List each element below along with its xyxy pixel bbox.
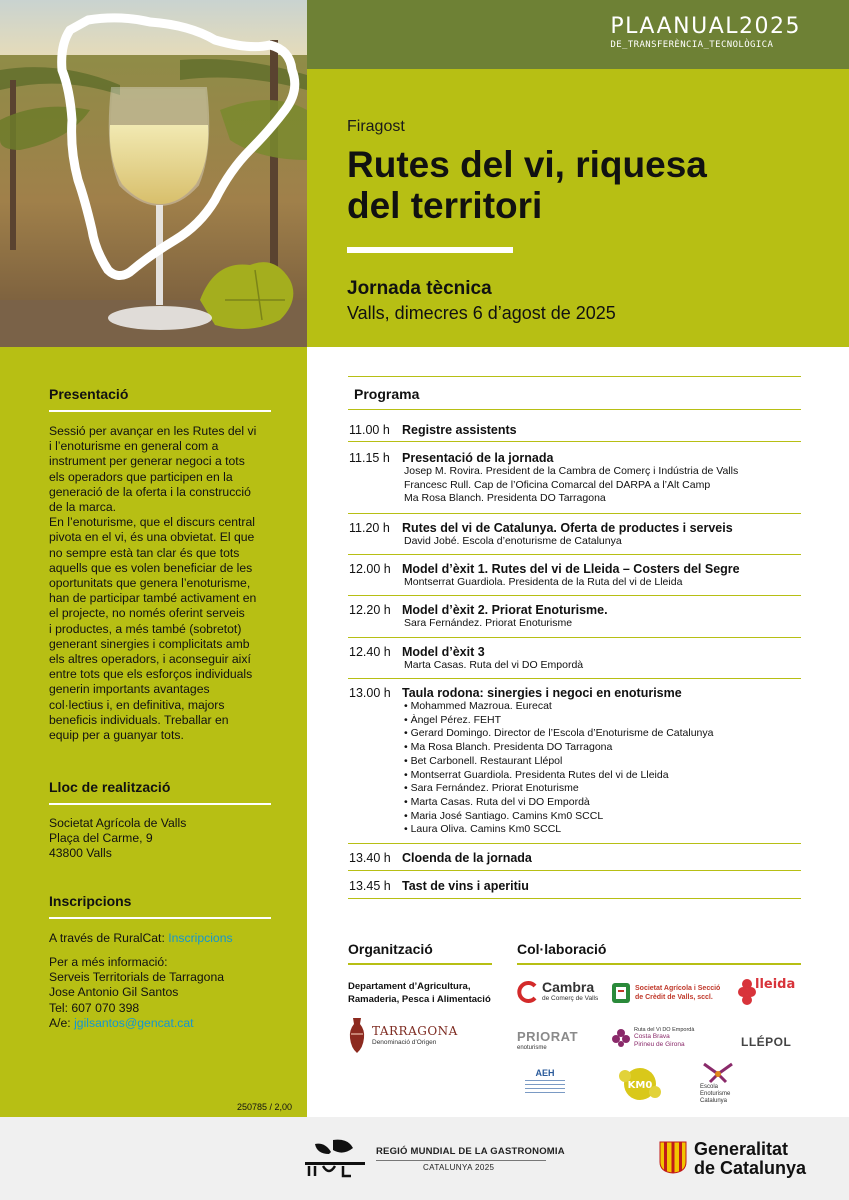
- generalitat-flag-icon: [658, 1140, 688, 1174]
- programa-time: 12.00 h: [349, 562, 391, 576]
- llepol-logo-text: LLÉPOL: [741, 1035, 792, 1049]
- event-place-date: Valls, dimecres 6 d’agost de 2025: [347, 303, 616, 323]
- programa-detail: David Jobé. Escola d’enoturisme de Catalunya: [404, 535, 622, 547]
- programa-detail: • Àngel Pérez. FEHT: [404, 713, 502, 726]
- presentacio-line: pivota en el vi, és una obvietat. El que: [49, 530, 255, 545]
- programa-divider: [348, 678, 801, 679]
- km0-logo-text: KM0: [627, 1080, 653, 1091]
- presentacio-line: col·lectius i, en definitiva, majors: [49, 697, 225, 712]
- dept-line-2: Ramaderia, Pesca i Alimentació: [348, 994, 491, 1005]
- title-divider: [347, 247, 513, 253]
- programa-time: 11.15 h: [349, 451, 390, 465]
- programa-divider: [348, 637, 801, 638]
- plan-title: PLAANUAL2025: [610, 14, 801, 39]
- programa-divider: [348, 513, 801, 514]
- gastronomy-leaf-icon: [303, 1138, 369, 1178]
- societat-logo-icon: [611, 982, 631, 1004]
- programa-top-divider: [348, 376, 801, 377]
- top-band: [307, 0, 849, 69]
- camins-km0-logo: [615, 1064, 665, 1104]
- programa-detail: • Ma Rosa Blanch. Presidenta DO Tarragona: [404, 741, 613, 754]
- escola-logo-icon: [700, 1060, 736, 1084]
- programa-divider: [348, 898, 801, 899]
- presentacio-text: [49, 424, 275, 743]
- emporda-logo-line1: Ruta del Vi DO Empordà: [634, 1027, 695, 1033]
- presentacio-line: els operadors que participen en la: [49, 469, 233, 484]
- programa-detail: Montserrat Guardiola. Presidenta de la Ruta del vi de Lleida: [404, 576, 683, 588]
- plan-subtitle: DE_TRANSFERÈNCIA_TECNOLÒGICA: [610, 40, 774, 50]
- programa-divider: [348, 441, 801, 442]
- lloc-divider: [49, 803, 271, 805]
- programa-title: Presentació de la jornada: [402, 451, 554, 465]
- lloc-heading: Lloc de realització: [49, 779, 171, 795]
- escola-logo-line1: Escola: [700, 1084, 719, 1090]
- regio-divider: [376, 1160, 546, 1161]
- contact-phone: Tel: 607 070 398: [49, 1000, 140, 1015]
- programa-time: 11.00 h: [349, 423, 390, 437]
- programa-title: Rutes del vi de Catalunya. Oferta de productes i serveis: [402, 521, 733, 535]
- emporda-logo: [611, 1027, 694, 1049]
- page-title: [347, 144, 817, 226]
- programa-divider: [348, 554, 801, 555]
- lleida-logo-icon: [735, 970, 796, 1012]
- inscripcions-via-label: A través de RuralCat:: [49, 931, 169, 945]
- presentacio-line: En l’enoturisme, que el discurs central: [49, 515, 255, 530]
- escola-logo-line2: Enoturisme: [700, 1091, 731, 1097]
- tarragona-amphora-icon: [348, 1016, 366, 1054]
- contact-email-link[interactable]: jgilsantos@gencat.cat: [74, 1015, 194, 1030]
- emporda-logo-line2: Costa Brava: [634, 1033, 670, 1040]
- presentacio-divider: [49, 410, 271, 412]
- contact-email-row: [49, 1016, 275, 1031]
- cambra-logo-sub: de Comerç de Valls: [542, 995, 599, 1002]
- priorat-logo-text: PRIORAT: [517, 1029, 579, 1044]
- programa-detail: • Marta Casas. Ruta del vi DO Empordà: [404, 795, 590, 808]
- escola-logo-line3: Catalunya: [700, 1098, 728, 1104]
- programa-detail: • Sara Fernández. Priorat Enoturisme: [404, 782, 579, 795]
- programa-time: 11.20 h: [349, 521, 390, 535]
- presentacio-line: no sempre està tan clar és que tots: [49, 545, 240, 560]
- programa-time: 12.40 h: [349, 645, 391, 659]
- department-name: [348, 980, 491, 1006]
- programa-detail: • Bet Carbonell. Restaurant Llépol: [404, 754, 563, 767]
- cambra-logo-icon: [517, 981, 539, 1003]
- emporda-logo-icon: [611, 1028, 631, 1048]
- collaboracio-divider: [517, 963, 801, 965]
- programa-detail: Josep M. Rovira. President de la Cambra de Comerç i Indústria de Valls: [404, 465, 739, 477]
- cambra-valls-logo: [517, 980, 598, 1003]
- inscripcions-via: [49, 931, 275, 946]
- event-type: Jornada tècnica: [347, 278, 492, 299]
- km0-logo-icon: [615, 1064, 665, 1104]
- presentacio-line: els altres operadors, i aconseguir així: [49, 652, 251, 667]
- programa-title: Tast de vins i aperitiu: [402, 879, 529, 893]
- contact-person: Jose Antonio Gil Santos: [49, 985, 179, 1000]
- programa-detail: • Gerard Domingo. Director de l’Escola d’Enoturisme de Catalunya: [404, 727, 714, 740]
- programa-time: 12.20 h: [349, 603, 391, 617]
- plan-logo: [610, 14, 801, 50]
- do-tarragona-logo: [348, 1016, 458, 1054]
- lloc-line: Plaça del Carme, 9: [49, 831, 153, 846]
- programa-time: 13.40 h: [349, 851, 391, 865]
- inscripcions-heading: Inscripcions: [49, 893, 132, 909]
- programa-detail: • Montserrat Guardiola. Presidenta Rutes del vi de Lleida: [404, 768, 669, 781]
- programa-title: Registre assistents: [402, 423, 517, 437]
- presentacio-line: Sessió per avançar en les Rutes del vi: [49, 424, 257, 438]
- presentacio-line: generin importants avantages: [49, 682, 210, 697]
- generalitat-line-1: Generalitat: [694, 1139, 789, 1159]
- presentacio-heading: Presentació: [49, 386, 129, 402]
- email-label: A/e:: [49, 1015, 75, 1030]
- cambra-logo-text: Cambra: [542, 979, 595, 995]
- programa-detail: Ma Rosa Blanch. Presidenta DO Tarragona: [404, 492, 606, 505]
- presentacio-line: equip per a guanyar tots.: [49, 728, 184, 743]
- programa-time: 13.45 h: [349, 879, 391, 893]
- programa-divider: [348, 409, 801, 410]
- priorat-logo-sub: enoturisme: [517, 1045, 547, 1051]
- aeh-logo: [525, 1068, 565, 1094]
- emporda-logo-line3: Pirineu de Girona: [634, 1041, 685, 1048]
- presentacio-line: i productes, a més també (sobretot): [49, 621, 242, 636]
- presentacio-line: aquells que es volen beneficiar de les: [49, 560, 253, 575]
- contact-org: Serveis Territorials de Tarragona: [49, 970, 224, 985]
- event-organizer: Firagost: [347, 118, 405, 135]
- lloc-address: [49, 816, 275, 862]
- hero-image: [0, 0, 307, 347]
- lloc-line: Societat Agrícola de Valls: [49, 816, 187, 830]
- collaboracio-heading: Col·laboració: [517, 941, 607, 957]
- programa-detail: Marta Casas. Ruta del vi DO Empordà: [404, 659, 584, 671]
- programa-divider: [348, 595, 801, 596]
- programa-title: Model d’èxit 1. Rutes del vi de Lleida – Costers del Segre: [402, 562, 740, 576]
- programa-detail: • Laura Oliva. Camins Km0 SCCL: [404, 823, 562, 836]
- lleida-logo-text: lleida: [755, 977, 796, 992]
- inscripcions-link[interactable]: Inscripcions: [168, 931, 233, 945]
- programa-detail: • Maria José Santiago. Camins Km0 SCCL: [404, 809, 604, 822]
- programa-heading: Programa: [354, 386, 420, 402]
- inscripcions-divider: [49, 917, 271, 919]
- programa-detail: Francesc Rull. Cap de l’Oficina Comarcal del DARPA a l’Alt Camp: [404, 478, 711, 491]
- presentacio-line: han de participar també activament en: [49, 591, 257, 606]
- organitzacio-heading: Organització: [348, 941, 433, 957]
- programa-time: 13.00 h: [349, 686, 391, 700]
- generalitat-line-2: de Catalunya: [694, 1158, 807, 1178]
- reference-code: 250785 / 2,00: [237, 1102, 293, 1112]
- title-line-1: Rutes del vi, riquesa: [347, 144, 707, 185]
- presentacio-line: el projecte, no només oferint serveis: [49, 606, 245, 621]
- dept-line-1: Departament d’Agricultura,: [348, 981, 471, 992]
- priorat-logo: [517, 1030, 578, 1053]
- programa-divider: [348, 843, 801, 844]
- programa-detail: • Mohammed Mazroua. Eurecat: [404, 700, 552, 712]
- wine-glass-photo: [0, 0, 307, 347]
- presentacio-line: beneficis individuals. Treballar en: [49, 712, 229, 727]
- llepol-logo: [741, 1035, 791, 1049]
- lloc-line: 43800 Valls: [49, 846, 112, 861]
- presentacio-line: i l’enoturisme en general com a: [49, 439, 219, 454]
- programa-title: Model d’èxit 3: [402, 645, 485, 659]
- contact-info: [49, 955, 275, 1031]
- escola-enoturisme-logo: [700, 1060, 736, 1105]
- programa-title: Taula rodona: sinergies i negoci en enoturisme: [402, 686, 682, 700]
- title-line-2: del territori: [347, 185, 543, 226]
- presentacio-line: instrument per generar negoci a tots: [49, 454, 245, 469]
- programa-title: Model d’èxit 2. Priorat Enoturisme.: [402, 603, 608, 617]
- presentacio-line: generació de la oferta i la construcció: [49, 484, 251, 499]
- programa-title: Cloenda de la jornada: [402, 851, 532, 865]
- societat-logo-line1: Societat Agrícola i Secció: [635, 985, 721, 992]
- generalitat-logo-text: [694, 1140, 806, 1178]
- more-info-label: Per a més informació:: [49, 955, 168, 969]
- regio-gastronomia-title: REGIÓ MUNDIAL DE LA GASTRONOMIA: [376, 1146, 565, 1157]
- regio-gastronomia-sub: CATALUNYA 2025: [423, 1163, 495, 1172]
- aeh-logo-text: AEH: [535, 1068, 555, 1078]
- presentacio-line: oportunitats que genera l’enoturisme,: [49, 576, 251, 591]
- societat-logo-line2: de Crèdit de Valls, sccl.: [635, 994, 713, 1001]
- aeh-logo-lines: [525, 1080, 565, 1094]
- tarragona-logo-text: TARRAGONA: [372, 1023, 458, 1038]
- presentacio-line: entre tots que els esforços individuals: [49, 667, 253, 682]
- tarragona-logo-sub: Denominació d’Origen: [372, 1038, 437, 1046]
- organitzacio-divider: [348, 963, 492, 965]
- programa-detail: Sara Fernández. Priorat Enoturisme: [404, 617, 573, 629]
- presentacio-line: de la marca.: [49, 500, 117, 515]
- programa-divider: [348, 870, 801, 871]
- presentacio-line: generant sinergies i complicitats amb: [49, 636, 250, 651]
- societat-agricola-logo: [611, 982, 720, 1004]
- lleida-logo: [735, 970, 796, 1012]
